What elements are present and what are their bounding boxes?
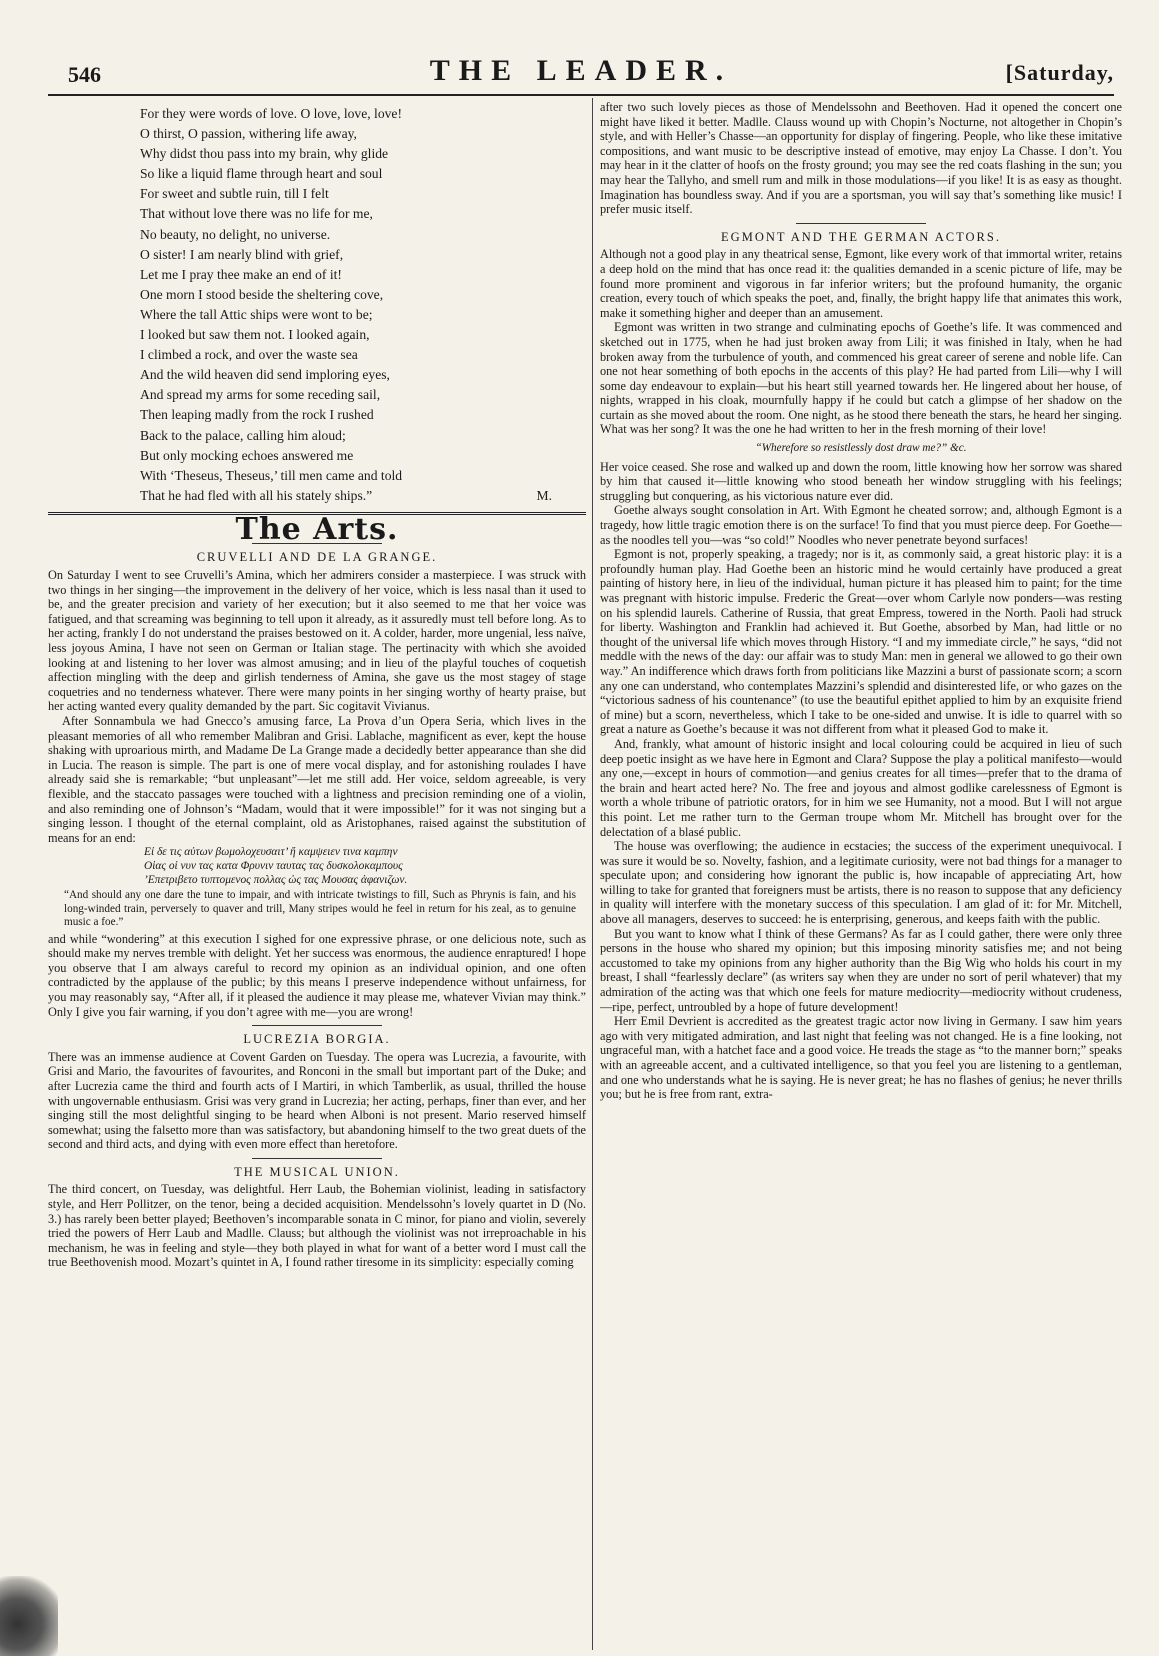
poem-line: Why didst thou pass into my brain, why glide <box>140 146 389 162</box>
short-rule <box>252 1025 382 1026</box>
paragraph: Egmont was written in two strange and culminating epochs of Goethe’s life. It was commenced and sketched out in 1775, when he had just broken away from Lili; it was finished in Italy, when he had broken away from the turbulence of youth, and commenced his great career of serene and noble life. Can one not hear something of both epochs in the accents of this play? He had parted from Lili—why I will some day endeavour to explain—but his heart still yearned towards her. He lingered about her house, of nights, wrapped in his cloak, mournfully happy if he could but catch a glimpse of her shadow on the curtain as she moved about the room. One night, as he stood there beneath the stars, he heard her singing. What was her song? It was the one he had written to her in the fresh morning of their love! <box>600 320 1122 437</box>
poem-line: That he had fled with all his stately ships.” <box>140 487 373 503</box>
poem-line: No beauty, no delight, no universe. <box>140 226 331 242</box>
paragraph: Egmont is not, properly speaking, a tragedy; nor is it, as commonly said, a great historic play: it is a profoundly human play. Had Goethe been an historic mind he would certainly have produced a great painting of history here, in lieu of the individual, human picture it has pleased him to paint; for the time was pregnant with historic impulse. Frederic the Great—over whom Carlyle now ponders—was resting on his splendid laurels. Catherine of Russia, that great Empress, towered in the North. Paoli had struck for liberty. Washington and Franklin had achieved it. But Goethe, absorbed by Man, had little or no thought of the universal life which moves through History. “I and my immediate circle,” he says, “did not meddle with the news of the day: our affair was to study Man: men in general we allowed to go their own way.” An indifference which draws forth from politicians like Mazzini a burst of passionate scorn; a scorn any one can understand, who contemplates Mazzini’s splendid and disinterested life, or who gazes on the “victorious sadness of his countenance” (to use the beautiful epithet applied to him by an exquisite friend of mine) but a scorn, nevertheless, which I take to be one-sided and unwise. It is idle to quarrel with so great a nature as Goethe’s because it was not different from what it pleased God to make it. <box>600 547 1122 737</box>
paragraph: Her voice ceased. She rose and walked up and down the room, little knowing how her sorrow was shared by him that caused it—little knowing who stood beneath her window struggling with his feelings; struggling but conquering, as his victorious nature ever did. <box>600 459 1122 503</box>
article-title-musical-union: THE MUSICAL UNION. <box>234 1164 400 1179</box>
paragraph: Goethe always sought consolation in Art. With Egmont he cheated sorrow; and, although Egmont is a tragedy, how little tragic emotion there is on the surface! To find that you must pierce deep. For Goethe—as the noodles tell you—was “so cold!” Noodles who never penetrate beyond surfaces! <box>600 503 1122 547</box>
greek-quote-line: Οἱας οἱ νυν τας κατα Φρυνιν ταυτας τας δυσκολοκαμπους <box>144 860 403 873</box>
poem-signature: M. <box>536 487 552 503</box>
article-title-lucrezia: LUCREZIA BORGIA. <box>243 1032 391 1047</box>
paragraph: There was an immense audience at Covent Garden on Tuesday. The opera was Lucrezia, a favourite, with Grisi and Mario, the favourites of favourites, and Ronconi in the small but important part of the Duke; and after Lucrezia came the third and fourth acts of I Martiri, in which Tamberlik, as usual, thrilled the house with ungovernable enthusiasm. Grisi was very grand in Lucrezia; her acting, perhaps, finer than ever, and her singing still the most delightful singing to be heard when Alboni is not present. Mario reserved himself somewhat; using the falsetto more than was satisfactory, but abandoning himself to the two great duets of the second and third acts, and dying with even more effect than heretofore. <box>48 1049 586 1152</box>
poem-line: And spread my arms for some receding sail, <box>140 387 381 403</box>
paragraph: Herr Emil Devrient is accredited as the greatest tragic actor now living in Germany. I saw him years ago with very mitigated admiration, and last night that feeling was not changed. He is a fine looking, not ungraceful man, with a hatchet face and a good voice. He treads the stage as “to the manner born;” speaks with an agreeable accent, and a cultivated intelligence, so that you feel you are listening to a gentleman, and one who understands what he is saying. He is never great; he has no flashes of genius; he never thrills you; but he is free from rant, extra- <box>600 1014 1122 1102</box>
poem-line: That without love there was no life for me, <box>140 206 373 222</box>
paragraph: And, frankly, what amount of historic insight and local colouring could be acquired in lieu of such deep poetic insight as we have here in Egmont and Clara? Suppose the play a political manifesto—would any one,—except in hours of commotion—and genius creates for all times—prefer that to the drama of the brain and heart acted here? No. The free and joyous and almost godlike carelessness of Egmont is worth a whole tribune of patriotic orators, for in him we see Humanity, not a mood. But I will not argue this point. Let me rather turn to the German troupe whom Mr. Mitchell has brought over for the delectation of a blasé public. <box>600 736 1122 839</box>
paragraph: The house was overflowing; the audience in ecstacies; the success of the experiment unequivocal. I was sure it would be so. Novelty, fashion, and a legitimate curiosity, were not bad things for a manager to speculate upon; and considering how ignorant the public is, how incapable of appreciating Art, how willing to take for granted that foreigners must be artists, there is no reason to suppose that any deficiency in quality will interfere with the monetary success of this speculation. I am glad of it: for Mr. Mitchell, above all managers, deserves to succeed: he is enterprising, generous, and keeps faith with the public. <box>600 839 1122 927</box>
paragraph: The third concert, on Tuesday, was delightful. Herr Laub, the Bohemian violinist, leading in satisfactory style, and Herr Pollitzer, on the tenor, being a decided acquisition. Mendelssohn’s lovely quartet in D (No. 3.) has rarely been better played; Beethoven’s incomparable sonata in C minor, for piano and violin, severely tried the powers of Herr Laub and Madlle. Clauss; but although the violinist was not irreproachable in his mechanism, he was in feeling and style—they both played in what for want of a better word I must call the true Beethovenish mood. Mozart’s quintet in A, I found rather tiresome in its simplicity: especially coming <box>48 1182 586 1270</box>
article-title-egmont: EGMONT AND THE GERMAN ACTORS. <box>721 229 1001 244</box>
poem-line: Back to the palace, calling him aloud; <box>140 427 346 443</box>
greek-quote-line: Εἰ δε τις αὐτων βωμολοχευσαιτ’ ἤ καμψειεν τινα καμπην <box>144 846 398 859</box>
poem-line: And the wild heaven did send imploring eyes, <box>140 367 390 383</box>
poem-line: For they were words of love. O love, love, love! <box>140 106 402 121</box>
paragraph: and while “wondering” at this execution I sighed for one expressive phrase, or one delicious note, such as should make my nerves tremble with delight. Yet her success was enormous, the audience enraptured! I hope you observe that I am always careful to record my opinion as an individual opinion, and one often contradicted by the applause of the public; by this means I preserve independence without unfairness, for you may reasonably say, “After all, if it pleased the audience it may please me, whatever Vivian may think.” Only I give you fair warning, if you don’t agree with me—you are wrong! <box>48 931 586 1019</box>
poem-line: I looked but saw them not. I looked again, <box>140 327 370 343</box>
archive-stamp <box>0 1576 58 1656</box>
poem-line: Let me I pray thee make an end of it! <box>140 266 342 282</box>
page-header <box>48 40 1114 90</box>
paragraph: After Sonnambula we had Gnecco’s amusing farce, La Prova d’un Opera Seria, which lives in the pleasant memories of all who remember Malibran and Grisi. Lablache, magnificent as ever, kept the house shaking with uproarious mirth, and Madame De La Grange made a decidedly better appearance than she did in Lucia. The reason is simple. The part is one of mere vocal display, and for astonishing roulades I have already said she is remarkable; “but unpleasant”—let me still add. Her voice, seldom agreeable, is very flexible, and the staccato passages were touched with a lightness and precision reminding one of a violin, and also reminding one of Johnson’s “Madam, would that it were impossible!” for it was not singing but a singing lesson. I thought of the eternal complaint, old as Aristophanes, raised against the substitution of means for an end: <box>48 714 586 845</box>
header-day: [Saturday, <box>1005 60 1114 85</box>
column-divider <box>592 98 593 1650</box>
song-quote: “Wherefore so resistlessly dost draw me?” &c. <box>755 442 967 455</box>
poem-line: So like a liquid flame through heart and soul <box>140 166 383 182</box>
right-column <box>600 100 1122 1102</box>
article-title-cruvelli: CRUVELLI AND DE LA GRANGE. <box>196 550 438 565</box>
poem-line: I climbed a rock, and over the waste sea <box>140 347 358 363</box>
poem-line: One morn I stood beside the sheltering cove, <box>140 286 384 302</box>
paragraph: But you want to know what I think of these Germans? As far as I could gather, there were only three persons in the house who shared my opinion; but this imposing minority satisfies me; and not being accustomed to take my opinions from any higher authority than the Big Wig who holds his court in my breast, I shall “fearlessly declare” (as writers say when they are under no sort of peril whatever) that my admiration of the acting was that which one feels for mature mediocrity—mediocrity without crudeness,—ripe, perfect, untroubled by a hope of future development! <box>600 926 1122 1014</box>
page-number: 546 <box>68 62 101 87</box>
poem <box>48 104 586 506</box>
arts-heading: The Arts. <box>235 511 399 547</box>
paragraph: On Saturday I went to see Cruvelli’s Amina, which her admirers consider a masterpiece. I was struck with two things in her singing—the improvement in the delivery of her voice, which is less nasal than it used to be, and the greater precision and variety of her execution; but it also seemed to me that her voice was fatigued, and that screaming was beginning to tell upon it already, as it assuredly must tell before long. As to her acting, frankly I do not understand the praises bestowed on it. A colder, harder, more ungenial, less naïve, less joyous Amina, I have not seen on German or Italian stage. The pertinacity with which she avoided looking at and listening to her lover was almost amusing; and in lieu of the playful touches of coquetish affection mingling with the deep and girlish tenderness of Amina, she gave us the most stagey of stage coquetries and no tenderness whatever. There were many points in her singing worthy of hearty praise, but her acting wanted every quality demanded by the part. Sic cogitavit Vivianus. <box>48 568 586 714</box>
header-rule <box>48 94 1114 96</box>
paragraph: Although not a good play in any theatrical sense, Egmont, like every work of that immortal writer, retains a deep hold on the mind that has once read it: the qualities demanded in a scenic picture of life, may be found more prominent and vigorous in far inferior writers; but the profound humanity, the organic creation, every touch of which speaks the poet, and, finally, the bright happy life that animates this work, make it something higher and deeper than an amusement. <box>600 247 1122 320</box>
poem-line: With ‘Theseus, Theseus,’ till men came and told <box>140 467 403 483</box>
poem-line: But only mocking echoes answered me <box>140 447 354 463</box>
poem-line: O sister! I am nearly blind with grief, <box>140 246 344 262</box>
poem-line: For sweet and subtle ruin, till I felt <box>140 186 329 202</box>
paragraph: after two such lovely pieces as those of Mendelssohn and Beethoven. Had it opened the concert one might have liked it better. Madlle. Clauss wound up with Chopin’s Nocturne, not altogether in Chopin’s style, and with Heller’s Chasse—an opportunity for display of fingering. People, who like these imitative compositions, and want music to be descriptive instead of emotive, may enjoy La Chasse. I don’t. You may hear in it the clatter of hoofs on the frosty ground; you may see the red coats flashing in the sun; you may hear the Tallyho, and smell rum and milk in those modulations—if you like! It is as easy as thought. Imagination has boundless sway. And if you are a sportsman, you will say that’s something like music! I prefer music itself. <box>600 100 1122 217</box>
poem-line: Then leaping madly from the rock I rushed <box>140 407 374 423</box>
short-rule <box>796 223 926 224</box>
greek-quote-line: ’Επετριβετο τυπτομενος πολλας ὡς τας Μουσας ἀφανιζων. <box>144 874 408 887</box>
left-column <box>48 100 586 1270</box>
masthead: THE LEADER. <box>429 54 733 87</box>
translation-quote: “And should any one dare the tune to impair, and with intricate twistings to fill, Such as Phrynis is fain, and his long-winded train, perversely to quaver and trill, Many stripes would he feel in return for his zeal, as to genuine music a foe.” <box>64 889 576 929</box>
poem-line: O thirst, O passion, withering life away, <box>140 126 357 142</box>
poem-line: Where the tall Attic ships were wont to be; <box>140 306 373 322</box>
short-rule <box>252 1158 382 1159</box>
